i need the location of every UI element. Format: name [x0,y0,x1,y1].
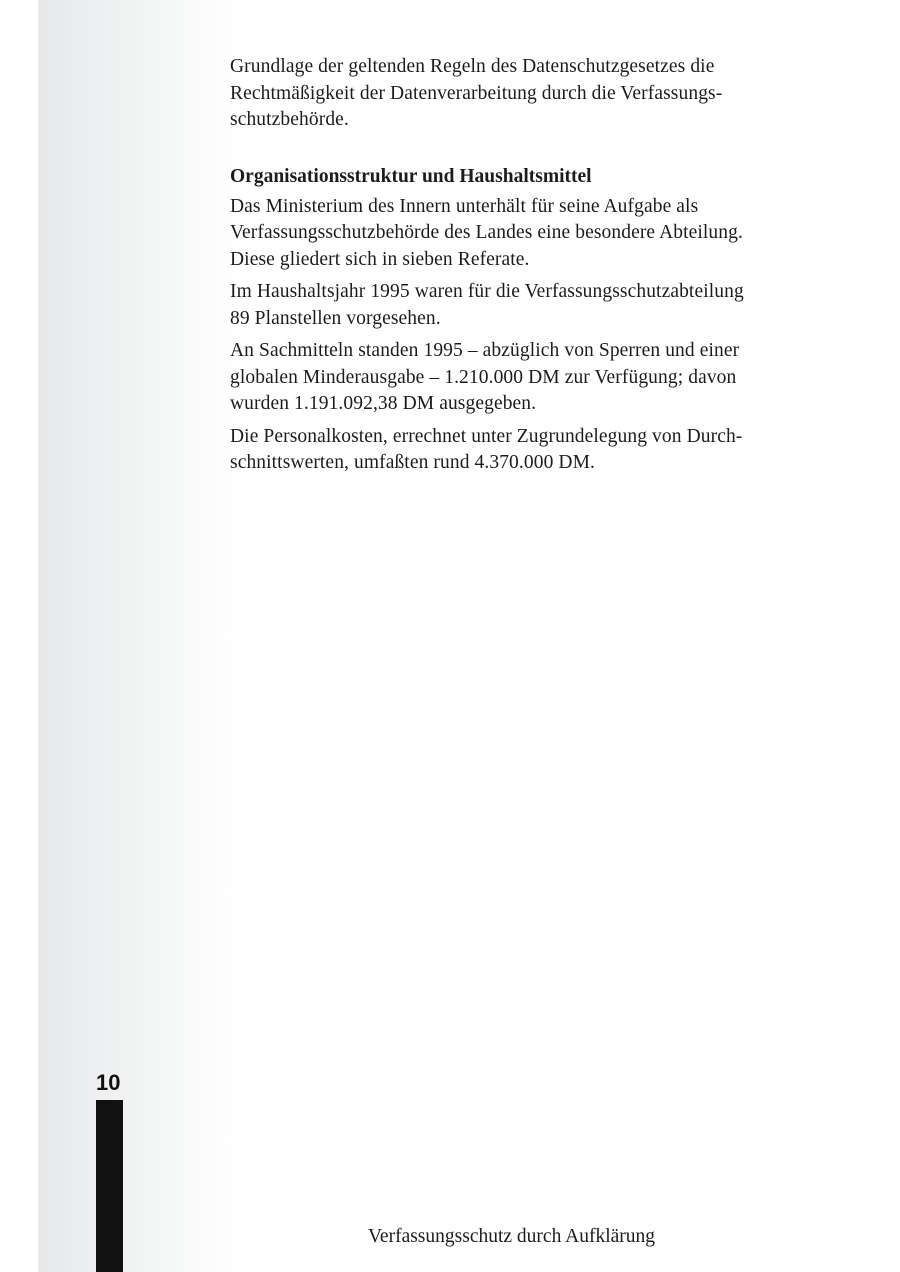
text-line: Im Haushaltsjahr 1995 waren für die Verfassungsschutzabteilung [230,281,744,302]
text-line: Verfassungsschutzbehörde des Landes eine besondere Abteilung. [230,222,743,243]
text-line: globalen Minderausgabe – 1.210.000 DM zur Verfügung; davon [230,366,737,388]
text-line: Rechtmäßigkeit der Datenverarbeitung durch die Verfassungs- [230,82,723,104]
text-line: 89 Planstellen vorgesehen. [230,307,441,329]
intro-paragraph [230,54,800,134]
text-line: Die Personalkosten, errechnet unter Zugrundelegung von Durch- [230,425,743,447]
text-line: An Sachmitteln standen 1995 – abzüglich von Sperren und einer [230,340,740,361]
text-line: Das Ministerium des Innern unterhält für seine Aufgabe als [230,195,699,217]
text-line: Diese gliedert sich in sieben Referate. [230,248,530,270]
page-number: 10 [96,1070,121,1095]
paragraph-organisation [230,194,800,274]
paragraph-sachmittel [230,338,800,418]
page-margin-shade [38,0,238,1272]
page-left-edge [0,0,38,1272]
running-footer: Verfassungsschutz durch Aufklärung [368,1226,656,1247]
section-heading: Organisationsstruktur und Haushaltsmittel [230,165,592,187]
chapter-thumb-bar [96,1100,123,1272]
paragraph-personalkosten [230,424,800,477]
text-line: schutzbehörde. [230,109,349,130]
text-line: wurden 1.191.092,38 DM ausgegeben. [230,393,537,414]
text-line: Grundlage der geltenden Regeln des Datenschutzgesetzes die [230,56,715,77]
text-column [230,54,800,483]
text-line: schnittswerten, umfaßten rund 4.370.000 DM. [230,452,595,473]
paragraph-planstellen [230,279,800,332]
